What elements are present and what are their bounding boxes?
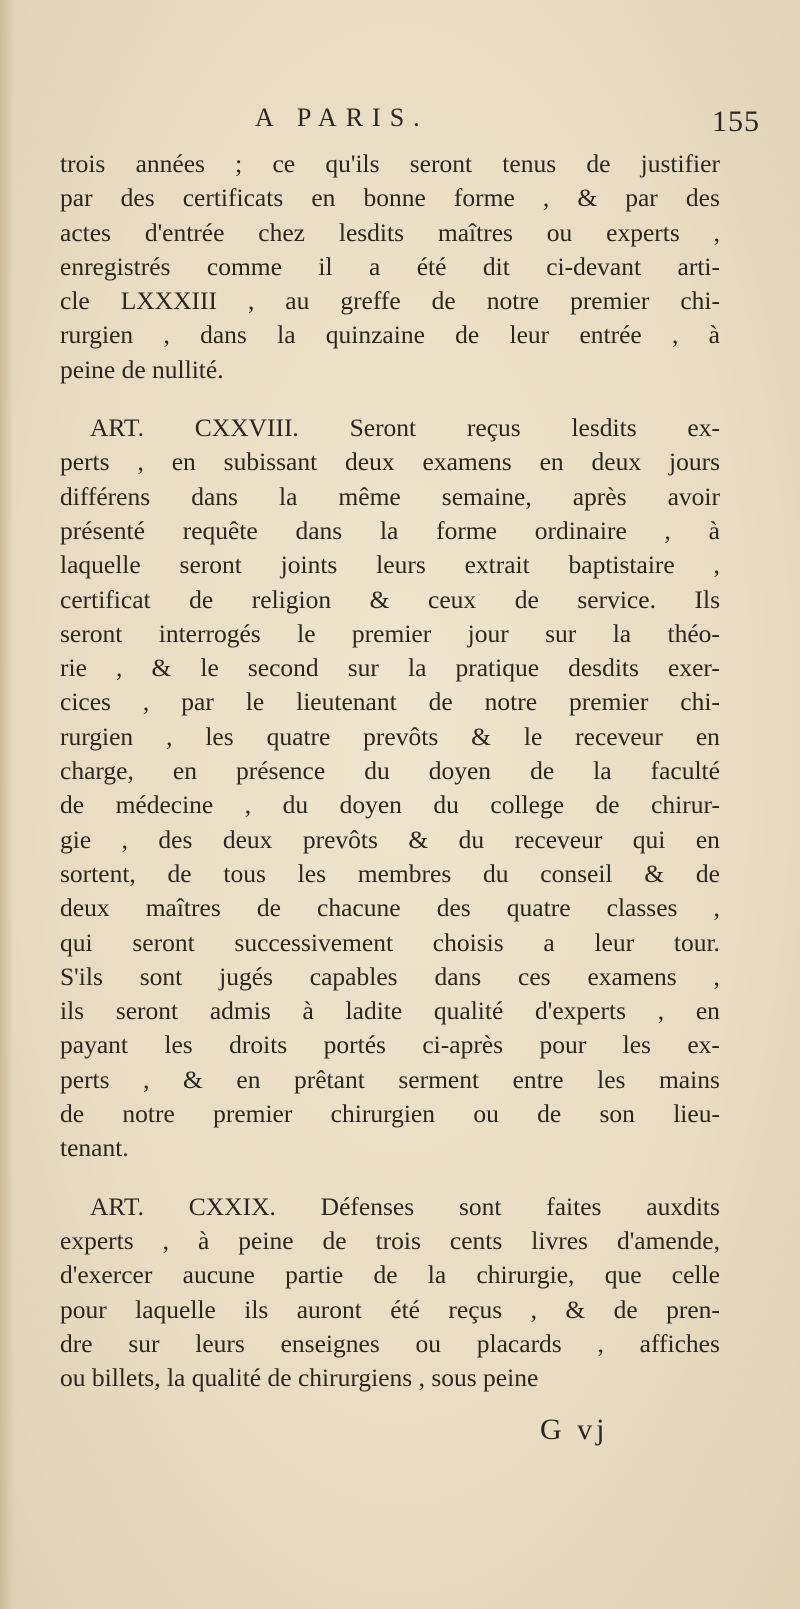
text-line: certificat de religion & ceux de service. Ils bbox=[60, 584, 720, 614]
text-line: présenté requête dans la forme ordinaire , à bbox=[60, 515, 720, 545]
text-line: ou billets, la qualité de chirurgiens , sous peine bbox=[60, 1363, 539, 1393]
text-line: ils seront admis à ladite qualité d'experts , en bbox=[60, 996, 720, 1026]
text-line: S'ils sont jugés capables dans ces examens , bbox=[60, 961, 720, 991]
body-text bbox=[60, 147, 720, 1395]
text-line: laquelle seront joints leurs extrait baptistaire , bbox=[60, 550, 720, 580]
text-line: rurgien , dans la quinzaine de leur entrée , à bbox=[60, 320, 720, 350]
text-line: par des certificats en bonne forme , & par des bbox=[60, 183, 720, 213]
text-line: cices , par le lieutenant de notre premier chi- bbox=[60, 687, 720, 717]
text-line: actes d'entrée chez lesdits maîtres ou experts , bbox=[60, 217, 720, 247]
running-head bbox=[0, 103, 800, 137]
page-number: 155 bbox=[712, 105, 760, 138]
text-line: payant les droits portés ci-après pour les ex- bbox=[60, 1030, 720, 1060]
text-line: qui seront successivement choisis a leur tour. bbox=[60, 927, 720, 957]
text-line: trois années ; ce qu'ils seront tenus de justifier bbox=[60, 149, 720, 178]
text-line: perts , en subissant deux examens en deux jours bbox=[60, 447, 720, 477]
text-line: enregistrés comme il a été dit ci-devant arti- bbox=[60, 251, 720, 281]
text-line: pour laquelle ils auront été reçus , & de pren- bbox=[60, 1294, 720, 1324]
text-line: rurgien , les quatre prevôts & le receveur en bbox=[60, 721, 720, 751]
text-line: différens dans la même semaine, après avoir bbox=[60, 481, 720, 511]
text-line: perts , & en prêtant serment entre les mains bbox=[60, 1064, 720, 1094]
text-line: ART. CXXVIII. Seront reçus lesdits ex- bbox=[90, 413, 720, 443]
text-line: charge, en présence du doyen de la faculté bbox=[60, 756, 720, 786]
text-line: gie , des deux prevôts & du receveur qui en bbox=[60, 824, 720, 854]
text-line: ART. CXXIX. Défenses sont faites auxdits bbox=[90, 1191, 720, 1221]
text-line: sortent, de tous les membres du conseil & de bbox=[60, 858, 720, 888]
text-line: experts , à peine de trois cents livres d'amende, bbox=[60, 1225, 720, 1255]
text-line: peine de nullité. bbox=[60, 354, 224, 384]
text-line: deux maîtres de chacune des quatre classes , bbox=[60, 893, 720, 923]
text-line: de médecine , du doyen du college de chirur- bbox=[60, 790, 720, 820]
running-head-title: A PARIS. bbox=[255, 103, 429, 132]
text-line: seront interrogés le premier jour sur la théo- bbox=[60, 618, 720, 648]
text-line: tenant. bbox=[60, 1133, 129, 1163]
paragraph-gap bbox=[60, 1166, 720, 1190]
page-edge-shadow bbox=[0, 0, 14, 1609]
text-line: rie , & le second sur la pratique desdits exer- bbox=[60, 653, 720, 683]
text-line: d'exercer aucune partie de la chirurgie, que celle bbox=[60, 1260, 720, 1290]
text-line: cle LXXXIII , au greffe de notre premier chi- bbox=[60, 286, 720, 316]
paragraph-gap bbox=[60, 387, 720, 411]
text-line: dre sur leurs enseignes ou placards , affiches bbox=[60, 1328, 720, 1358]
text-line: de notre premier chirurgien ou de son lieu- bbox=[60, 1099, 720, 1129]
catchword: G vj bbox=[540, 1413, 609, 1446]
